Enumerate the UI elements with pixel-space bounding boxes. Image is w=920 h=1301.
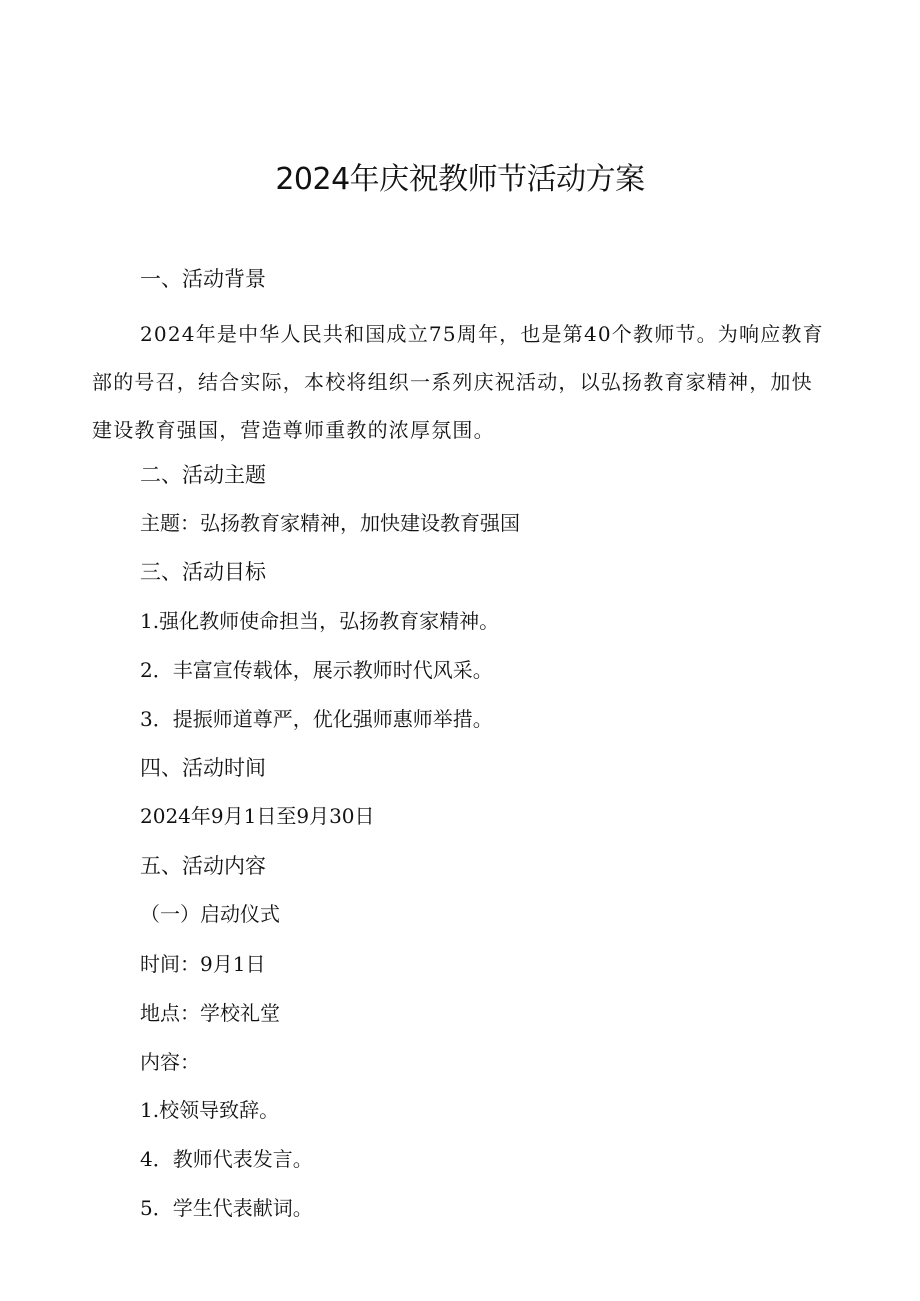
goal-item: 1.强化教师使命担当，弘扬教育家精神。 (140, 609, 500, 633)
section-heading-theme: 二、活动主题 (140, 463, 266, 487)
launch-content-item: 4．教师代表发言。 (140, 1147, 313, 1171)
launch-content-item: 1.校领导致辞。 (140, 1098, 280, 1122)
section-heading-content: 五、活动内容 (140, 854, 266, 878)
launch-content-item: 5．学生代表献词。 (140, 1196, 313, 1220)
subsection-heading-launch: （一）启动仪式 (140, 902, 280, 926)
section-heading-time: 四、活动时间 (140, 756, 266, 780)
theme-text: 主题：弘扬教育家精神，加快建设教育强国 (140, 511, 520, 535)
goal-item: 2．丰富宣传载体，展示教师时代风采。 (140, 658, 493, 682)
section-heading-goals: 三、活动目标 (140, 560, 266, 584)
background-paragraph: 2024年是中华人民共和国成立75周年，也是第40个教师节。为响应教育部的号召，结合实际，本校将组织一系列庆祝活动，以弘扬教育家精神，加快建设教育强国，营造尊师重教的浓厚氛围。 (92, 322, 824, 442)
launch-time: 时间：9月1日 (140, 952, 266, 976)
launch-content-label: 内容： (140, 1050, 200, 1074)
section-heading-background: 一、活动背景 (140, 267, 266, 291)
activity-time: 2024年9月1日至9月30日 (140, 804, 375, 828)
launch-place: 地点：学校礼堂 (140, 1001, 280, 1025)
document-title: 2024年庆祝教师节活动方案 (275, 162, 645, 197)
goal-item: 3．提振师道尊严，优化强师惠师举措。 (140, 707, 493, 731)
